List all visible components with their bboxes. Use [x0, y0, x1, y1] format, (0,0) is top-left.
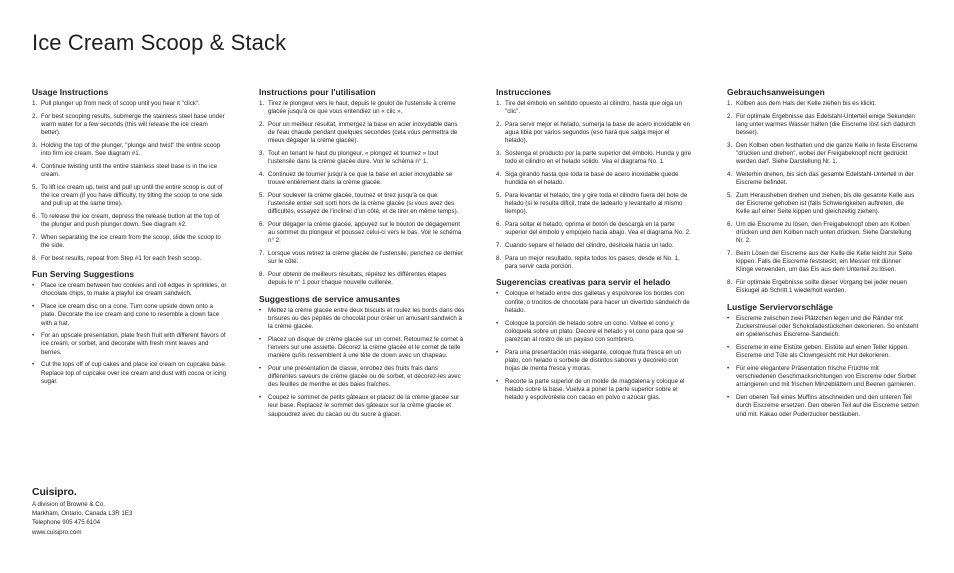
suggestion-text: Recorte la parte superior de un molde de magdalena y coloque el helado sobre la base. Vuelva a poner la parte superior sobre el helado y espolvoréela con cacao en polvo o azúcar glas. [505, 377, 685, 402]
english-fun-list [32, 282, 228, 386]
suggestion-text: Pour une présentation de classe, enrobez des fruits frais dans différentes saveurs de crème glacée ou de sorbet, et décorez-les avec des feuilles de menthe et des baies fraîches. [268, 365, 461, 389]
step-text: Tirez le plongeur vers le haut, depuis le goulot de l'ustensile à crème glacée jusqu'à ce que vous entendiez un « clic ». [268, 100, 456, 116]
german-usage-heading: Gebrauchsanweisungen [727, 87, 825, 97]
step-number: 5. [496, 191, 502, 199]
bullet-icon: • [496, 377, 499, 385]
suggestion-text: Cut the tops off of cup cakes and place ice cream on cupcake base. Replace top of cupcake over ice cream and dust with cocoa or icing sugar. [41, 361, 227, 385]
suggestion-text: Place ice cream disc on a cone. Turn cone upside down onto a plate. Decorate the ice cream and cone to resemble a clown face with a hat. [41, 303, 220, 327]
step-text: Continue twisting until the entire stainless steel base is in the ice cream. [41, 162, 218, 178]
bullet-icon: • [32, 361, 35, 369]
english-fun-heading: Fun Serving Suggestions [32, 269, 135, 280]
step-number: 1. [727, 100, 733, 107]
website-text: www.cuisipro.com [32, 528, 82, 536]
address-line: Telephone 905 475 6104 [32, 519, 101, 527]
step-text: Weiterhin drehen, bis sich das gesamte Edelstahl-Unterteil in der Eiscreme befindet. [736, 170, 914, 187]
step-text: Siga girando hasta que toda la base de acero inoxidable quede hundida en el helado. [505, 170, 679, 187]
suggestion-text: Coloque el helado entre dos galletas y espolvoree los bordes con confite, o trocitos de chocolate para hacer un divertido sándwich de helado. [505, 290, 690, 314]
spanish-fun-heading: Sugerencias creativas para servir el helado [496, 277, 671, 288]
step-number: 5. [727, 191, 733, 199]
suggestion-text: Coloque la porción de helado sobre un cono. Voltee el cono y colóquela sobre un plato. Decore el helado y el cono para que se parezcan al rostro de un payaso con sombrero. [505, 319, 684, 343]
bullet-icon: • [32, 282, 35, 290]
step-text: Den Kolben oben festhalten und die ganze Kelle in feste Eiscreme "drücken und drehen", wobei der Freigabeknopf nicht gedrückt werden darf. Siehe Darstellung Nr. 1. [736, 141, 918, 166]
suggestion-item [727, 394, 919, 419]
step-number: 2. [496, 120, 502, 128]
suggestion-text: Para una presentación más elegante, coloque fruta fresca en un plato, con helado o sorbete de distintos sabores y decórelo con hojas de menta fresca y moras. [505, 348, 682, 373]
step-number: 4. [727, 170, 733, 178]
instruction-step [727, 250, 919, 275]
step-text: Pull plunger up from neck of scoop until you hear it "click". [41, 100, 200, 107]
suggestion-item [32, 332, 228, 357]
suggestion-text: Mettez la crème glacée entre deux biscuits et roulez les bords dans des brisures ou des pépites de chocolat pour créer un amusant sandwich à la crème glacée. [268, 306, 465, 331]
french-fun-list [259, 307, 465, 419]
step-text: Kolben aus dem Hals der Kelle ziehen bis es klickt. [736, 100, 876, 107]
instruction-step [32, 100, 228, 108]
step-number: 4. [32, 162, 38, 170]
suggestion-text: Eiscreme in eine Eistüte geben. Eistüte auf einen Teller kippen. Eiscreme und Tüte als Clowngesicht mit Hut dekorieren. [736, 344, 909, 360]
english-usage-steps [32, 100, 228, 263]
step-text: Holding the top of the plunger, "plunge and twist" the entire scoop into firm ice cream. See diagram #1. [41, 141, 221, 158]
step-number: 3. [32, 141, 38, 149]
instruction-step [259, 100, 465, 116]
step-text: Lorsque vous retirez la crème glacée de l'ustensile, penchez ce dernier sur le côté. [268, 250, 463, 266]
step-text: Para soltar el helado, oprima el botón de descarga en la parte superior del émbolo y empújelo hacia abajo. Vea el diagrama No. 2. [505, 220, 691, 237]
step-number: 1. [259, 100, 265, 107]
german-column [727, 87, 919, 423]
instruction-step [496, 192, 692, 217]
suggestion-item [259, 394, 465, 419]
instruction-step [32, 113, 228, 138]
step-text: Tire del émbolo en sentido opuesto al cilindro, hasta que oiga un "clic". [505, 100, 682, 116]
document-title: Ice Cream Scoop & Stack [32, 30, 287, 55]
bullet-icon: • [32, 303, 35, 311]
bullet-icon: • [727, 315, 730, 323]
instruction-step [496, 150, 692, 166]
address-line: Markham, Ontario, Canada L3R 1E3 [32, 510, 133, 518]
step-text: Cuando separe el helado del cilindro, deslícela hacia un lado. [505, 241, 674, 249]
suggestion-item [727, 315, 919, 340]
step-text: Tout en tenant le haut du plongeur, « plongez et tournez » tout l'ustensile dans la crème glacée dure. Voir le schéma n° 1. [268, 150, 439, 166]
french-column [259, 87, 465, 423]
step-number: 2. [727, 112, 733, 120]
step-text: Para servir mejor el helado, sumerja la base de acero inoxidable en agua tibia por varios segundos (eso hará que salga mejor el helado). [505, 120, 691, 145]
english-column [32, 87, 228, 390]
step-number: 3. [727, 141, 733, 149]
instruction-step [259, 171, 465, 187]
instruction-step [259, 192, 465, 217]
step-number: 8. [259, 270, 265, 278]
instruction-step [32, 163, 228, 179]
step-number: 5. [259, 191, 265, 199]
step-number: 3. [259, 150, 265, 158]
instruction-step [259, 250, 465, 266]
instruction-step [32, 184, 228, 209]
suggestion-text: Placez un disque de crème glacée sur un cornet. Retournez le cornet à l'envers sur une assiette. Décorez la crème glacée et le cornet de telle manière qu'ils ressemblent à une tête de clown avec un chapeau. [268, 335, 464, 360]
instruction-step [32, 213, 228, 229]
instruction-step [727, 113, 919, 138]
suggestion-item [496, 320, 692, 345]
step-text: For best results, repeat from Step #1 for each fresh scoop. [41, 254, 202, 262]
step-number: 8. [496, 254, 502, 262]
suggestion-item [32, 282, 228, 298]
suggestion-text: Den oberen Teil eines Muffins abschneiden und den unteren Teil durch Eiscreme ersetzen. Den oberen Teil auf die Eiscreme setzen und mit. Kakao oder Puderzucker bestäuben. [736, 394, 919, 418]
step-number: 8. [727, 279, 733, 287]
step-number: 1. [496, 100, 502, 107]
bullet-icon: • [727, 365, 730, 373]
step-text: Pour soulever la crème glacée, tournez et tirez jusqu'à ce que l'ustensile entier soit sorti hors de la crème glacée (si vous avez des difficultés, essayez de l'incliner d'un côté, et de tirer en même temps). [268, 191, 459, 216]
instruction-step [496, 121, 692, 146]
suggestion-item [496, 378, 692, 403]
instruction-step [727, 100, 919, 108]
step-number: 2. [259, 120, 265, 128]
step-number: 7. [259, 250, 265, 258]
instruction-step [496, 242, 692, 250]
instruction-step [259, 121, 465, 146]
instruction-step [727, 279, 919, 295]
german-fun-list [727, 315, 919, 419]
german-fun-heading: Lustige Serviervorschläge [727, 302, 833, 313]
step-number: 3. [496, 150, 502, 158]
suggestion-text: Für eine elegantere Präsentation frische Früchte mit verschiedenen Geschmacksrichtungen von Eiscreme oder Sorbet arrangieren und mit frischen Minzeblättern und Beeren garnieren. [736, 365, 916, 389]
step-number: 7. [32, 233, 38, 241]
address-line: A division of Browne & Co. [32, 501, 105, 508]
step-text: Pour dégager la crème glacée, appuyez sur le bouton de dégagement au sommet du plongeur et poussez celui-ci vers le bas. Voir le schéma n° 2. [268, 220, 462, 245]
french-usage-steps [259, 100, 465, 287]
step-text: Um die Eiscreme zu lösen, den Freigabeknopf oben am Kolben drücken und den Kolben nach unten drücken. Siehe Darstellung Nr. 2. [736, 220, 912, 245]
french-usage-heading: Instructions pour l'utilisation [259, 87, 376, 97]
instruction-step [727, 192, 919, 217]
instruction-step [259, 150, 465, 166]
instruction-step [496, 221, 692, 237]
spanish-usage-steps [496, 100, 692, 271]
step-text: To release the ice cream, depress the release button at the top of the plunger and push plunger down. See diagram #2. [41, 212, 220, 228]
instruction-step [259, 271, 465, 287]
bullet-icon: • [496, 290, 499, 298]
step-text: For best scooping results, submerge the stainless steel base under warm water for a few seconds (this will release the ice cream better). [41, 112, 225, 137]
step-text: Para un mejor resultado, repita todos los pasos, desde el No. 1, para servir cada porción. [505, 254, 680, 270]
company-address [32, 500, 132, 537]
step-number: 6. [32, 212, 38, 220]
suggestion-item [496, 349, 692, 374]
step-number: 6. [727, 220, 733, 228]
step-number: 6. [496, 220, 502, 228]
brand-logo: Cuisipro. [32, 486, 77, 498]
step-text: Continuez de tourner jusqu'à ce que la base en acier inoxydable se trouve entièrement dans la crème glacée. [268, 170, 453, 187]
step-text: Zum Herausheben drehen und ziehen, bis die gesamte Kelle aus der Eiscreme gehoben ist (falls Schwierigkeiten auftreten, die Kelle auf einer Seite kippen und gleichzeitig ziehen). [736, 191, 915, 216]
bullet-icon: • [259, 306, 262, 314]
step-number: 5. [32, 183, 38, 191]
step-number: 4. [496, 170, 502, 178]
bullet-icon: • [259, 365, 262, 373]
instruction-step [259, 221, 465, 246]
instruction-step [32, 142, 228, 158]
instruction-step [496, 171, 692, 187]
step-text: Sostenga el producto por la parte superior del émbolo. Hunda y gire todo el cilindro en el helado sólido. Vea el diagrama No. 1. [505, 150, 692, 166]
step-text: Pour obtenir de meilleurs résultats, répétez les différentes étapes depuis le n° 1 pour chaque nouvelle cuillerée. [268, 270, 447, 287]
spanish-usage-heading: Instrucciones [496, 87, 552, 97]
bullet-icon: • [32, 332, 35, 340]
german-usage-steps [727, 100, 919, 296]
step-number: 4. [259, 170, 265, 178]
instruction-step [496, 100, 692, 116]
step-number: 2. [32, 112, 38, 120]
step-text: Für optimale Ergebnisse sollte dieser Vorgang bei jeder neuen Eiskugel ab Schritt 1 wiederholt werden. [736, 279, 907, 295]
instruction-step [32, 234, 228, 250]
instruction-step [727, 171, 919, 187]
suggestion-text: Eiscreme zwischen zwei Plätzchen legen und die Ränder mit Zuckerstreusel oder Schokoladestückchen dekorieren. So entsteht ein spielerisches Eiscreme-Sandwich. [736, 315, 919, 339]
french-fun-heading: Suggestions de service amusantes [259, 293, 401, 304]
suggestion-item [259, 365, 465, 390]
instruction-step [727, 142, 919, 167]
suggestion-text: Place ice cream between two cookies and roll edges in sprinkles, or chocolate chips, to make a playful ice cream sandwich. [41, 282, 227, 298]
step-text: Für optimale Ergebnisse das Edelstahl-Unterteil einige Sekunden lang unter warmes Wasser halten (die Eiscreme löst sich dadurch besser). [736, 112, 916, 137]
english-usage-heading: Usage Instructions [32, 87, 109, 97]
bullet-icon: • [727, 394, 730, 402]
suggestion-item [496, 290, 692, 315]
suggestion-item [727, 365, 919, 390]
step-number: 7. [727, 250, 733, 258]
instruction-step [32, 255, 228, 263]
instruction-step [727, 221, 919, 246]
spanish-fun-list [496, 290, 692, 402]
step-text: Pour un meilleur résultat, immergez la base en acier inoxydable dans de l'eau chaude pendant quelques secondes (cela vous permettra de mieux dégager la crème glacée). [268, 120, 458, 145]
suggestion-item [259, 336, 465, 361]
step-number: 6. [259, 220, 265, 228]
bullet-icon: • [496, 348, 499, 356]
suggestion-text: Coupez le sommet de petits gâteaux et placez de la crème glacée sur leur base. Replacez le sommet des gâteaux sur la crème glacée et saupoudrez avec du cacao ou du sucre à glacer. [268, 394, 460, 418]
step-number: 1. [32, 100, 38, 107]
step-number: 7. [496, 241, 502, 249]
bullet-icon: • [259, 394, 262, 402]
suggestion-text: For an upscale presentation, plate fresh fruit with different flavors of ice cream, or sorbet, and decorate with fresh mint leaves and berries. [41, 332, 226, 356]
suggestion-item [32, 361, 228, 386]
bullet-icon: • [727, 344, 730, 352]
step-number: 8. [32, 254, 38, 262]
step-text: When separating the ice cream from the scoop, slide the scoop to the side. [41, 233, 221, 249]
spanish-column [496, 87, 692, 407]
suggestion-item [259, 307, 465, 332]
suggestion-item [727, 344, 919, 360]
instruction-step [496, 255, 692, 271]
bullet-icon: • [496, 319, 499, 327]
step-text: Beim Lösen der Eiscreme aus der Kelle die Kelle leicht zur Seite kippen. Falls die Eiscreme feststeckt, ein Messer mit dünner Klinge verwenden, um das Eis aus dem Unterteil zu lösen. [736, 250, 913, 274]
step-text: To lift ice cream up, twist and pull up until the entire scoop is out of the ice cream (if you have difficulty, try tilting the scoop to one side and pull up at the same time). [41, 183, 223, 208]
bullet-icon: • [259, 335, 262, 343]
suggestion-item [32, 303, 228, 328]
step-text: Para levantar el helado, tire y gire toda el cilindro fuera del bote de helado (si le resulta difícil, trate de ladearlo y levantarlo al mismo tiempo). [505, 191, 688, 216]
